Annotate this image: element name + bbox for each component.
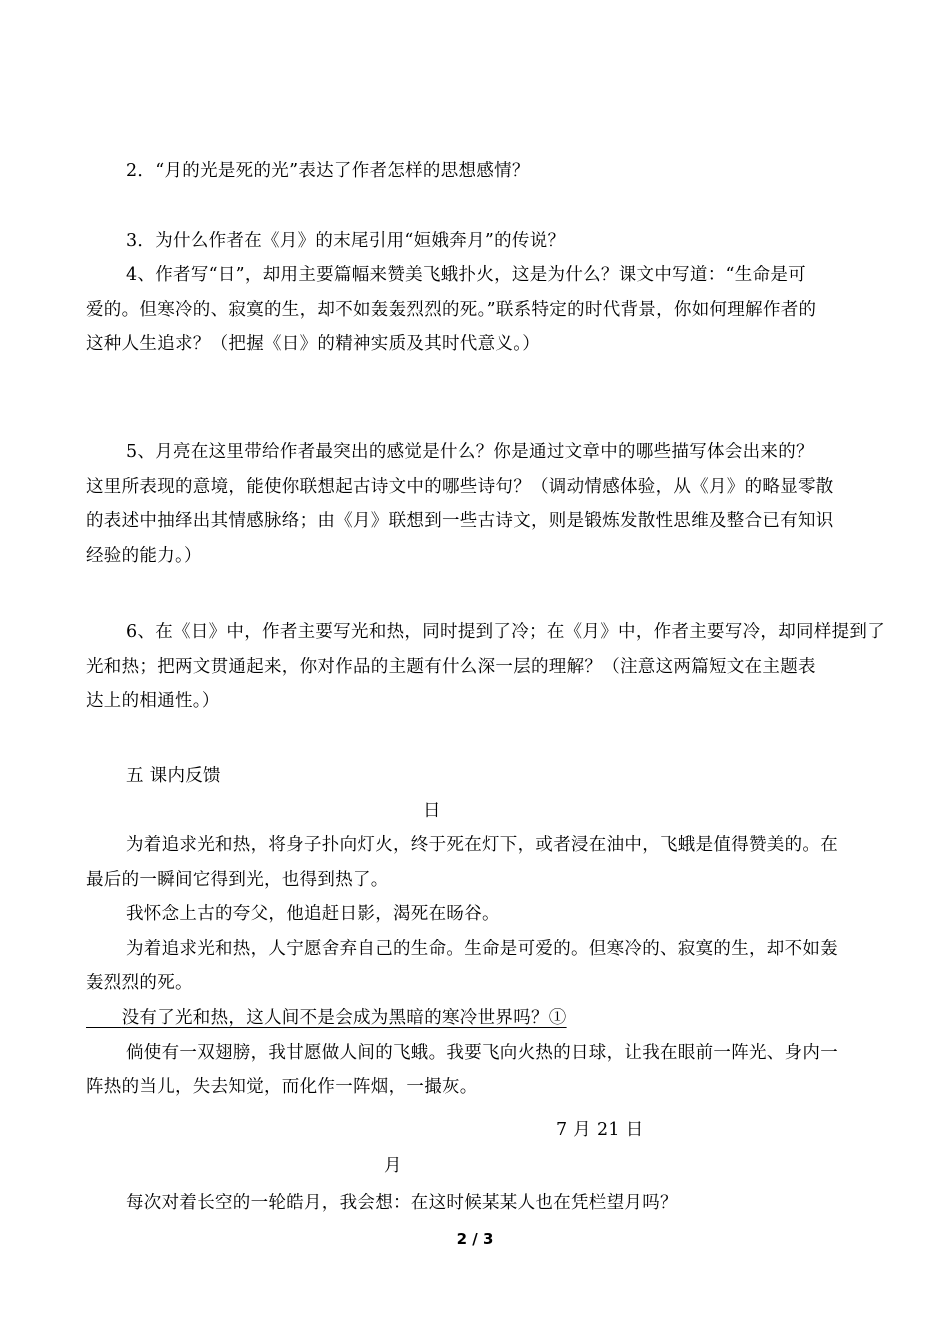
ri-paragraph-3-line-1: 为着追求光和热，人宁愿舍弃自己的生命。生命是可爱的。但寒冷的、寂寞的生，却不如轰 <box>126 939 838 959</box>
question-4-line-1: 4、作者写“日”，却用主要篇幅来赞美飞蛾扑火，这是为什么？课文中写道：“生命是可 <box>126 265 806 285</box>
yue-paragraph-1: 每次对着长空的一轮皓月，我会想：在这时候某某人也在凭栏望月吗？ <box>126 1193 678 1213</box>
question-5-line-2: 这里所表现的意境，能使你联想起古诗文中的哪些诗句？（调动情感体验，从《月》的略显零散 <box>86 477 834 497</box>
ri-paragraph-4 <box>86 1006 606 1030</box>
question-5-line-1: 5、月亮在这里带给作者最突出的感觉是什么？你是通过文章中的哪些描写体会出来的？ <box>126 442 814 462</box>
question-3: 3．为什么作者在《月》的末尾引用“姮娥奔月”的传说？ <box>126 231 566 251</box>
question-4-line-2: 爱的。但寒冷的、寂寞的生，却不如轰轰烈烈的死。”联系特定的时代背景，你如何理解作者的 <box>86 300 817 320</box>
section-heading: 五 课内反馈 <box>126 766 221 786</box>
essay-title-ri: 日 <box>423 801 441 821</box>
question-2: 2．“月的光是死的光”表达了作者怎样的思想感情？ <box>126 161 530 181</box>
question-6-line-2: 光和热；把两文贯通起来，你对作品的主题有什么深一层的理解？（注意这两篇短文在主题表 <box>86 657 816 677</box>
ri-paragraph-5-line-2: 阵热的当儿，失去知觉，而化作一阵烟，一撮灰。 <box>86 1077 478 1097</box>
question-5-line-4: 经验的能力。） <box>86 546 202 566</box>
question-5-line-3: 的表述中抽绎出其情感脉络；由《月》联想到一些古诗文，则是锻炼发散性思维及整合已有知识 <box>86 511 834 531</box>
question-4-line-3: 这种人生追求？（把握《日》的精神实质及其时代意义。） <box>86 334 541 354</box>
ri-paragraph-1-line-2: 最后的一瞬间它得到光，也得到热了。 <box>86 870 389 890</box>
ri-date: 7 月 21 日 <box>556 1120 644 1140</box>
ri-paragraph-4-underlined: 没有了光和热，这人间不是会成为黑暗的寒冷世界吗？① <box>121 1008 567 1028</box>
ri-paragraph-1-line-1: 为着追求光和热，将身子扑向灯火，终于死在灯下，或者浸在油中，飞蛾是值得赞美的。在 <box>126 835 838 855</box>
ri-paragraph-3-line-2: 轰烈烈的死。 <box>86 973 193 993</box>
question-6-line-1: 6、在《日》中，作者主要写光和热，同时提到了冷；在《月》中，作者主要写冷，却同样提到了 <box>126 622 886 642</box>
ri-paragraph-2: 我怀念上古的夸父，他追赶日影，渴死在旸谷。 <box>126 904 500 924</box>
essay-title-yue: 月 <box>384 1156 402 1176</box>
ri-paragraph-5-line-1: 倘使有一双翅膀，我甘愿做人间的飞蛾。我要飞向火热的日球，让我在眼前一阵光、身内一 <box>126 1043 838 1063</box>
page-number: 2 / 3 <box>456 1230 494 1248</box>
question-6-line-3: 达上的相通性。） <box>86 691 220 711</box>
